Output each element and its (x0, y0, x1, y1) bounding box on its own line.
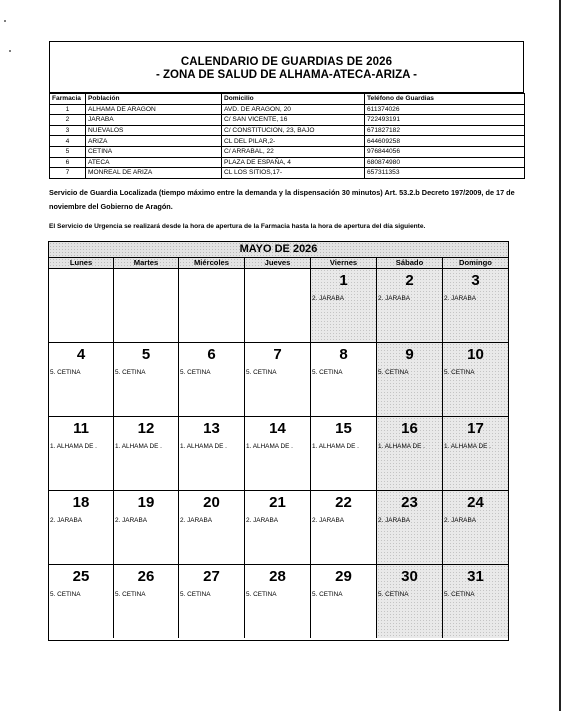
calendar-day-cell (179, 565, 245, 638)
weekday-label: Viernes (311, 258, 377, 268)
pharmacy-table (49, 93, 525, 179)
weekday-label: Sábado (377, 258, 443, 268)
day-number: 19 (137, 494, 155, 511)
calendar-day-cell (114, 417, 179, 490)
calendar-week-row (49, 417, 508, 491)
month-title: MAYO DE 2026 (49, 242, 508, 258)
calendar-day-cell (179, 491, 245, 564)
day-number: 15 (335, 420, 352, 437)
pharmacy-number: 3 (50, 125, 86, 136)
table-row (50, 115, 525, 126)
urgency-note: El Servicio de Urgencia se realizará desde la hora de apertura de la Farmacia hasta la hora de apertura del día siguiente. (49, 223, 426, 230)
address-cell: C/ ARRABAL, 22 (222, 146, 365, 157)
weekday-label: Martes (114, 258, 179, 268)
day-number: 31 (467, 568, 484, 585)
on-duty-pharmacy: 5. CETINA (180, 591, 211, 598)
on-duty-pharmacy: 2. JARABA (378, 517, 410, 524)
column-header: Teléfono de Guardias (365, 94, 525, 105)
phone-cell: 657311353 (365, 168, 525, 179)
day-number: 13 (203, 420, 220, 437)
day-number: 6 (207, 346, 216, 363)
phone-cell: 611374026 (365, 104, 525, 115)
day-number: 24 (467, 494, 484, 511)
day-number: 3 (471, 272, 480, 289)
document-title: CALENDARIO DE GUARDIAS DE 2026 (180, 56, 393, 68)
phone-cell: 644609258 (365, 136, 525, 147)
calendar-week-row (49, 491, 508, 565)
weekday-label: Jueves (245, 258, 311, 268)
on-duty-pharmacy: 5. CETINA (444, 369, 475, 376)
empty-day-cell (49, 269, 114, 342)
on-duty-pharmacy: 2. JARABA (50, 517, 82, 524)
calendar-day-cell (245, 565, 311, 638)
calendar-day-cell (443, 491, 508, 564)
document-subtitle: - ZONA DE SALUD DE ALHAMA-ATECA-ARIZA - (155, 69, 418, 81)
day-number: 5 (141, 346, 151, 363)
calendar-day-cell (443, 417, 508, 490)
weekday-label: Miércoles (179, 258, 245, 268)
calendar-day-cell (311, 491, 377, 564)
calendar-header (49, 41, 524, 93)
day-number: 23 (401, 494, 418, 511)
day-number: 20 (203, 494, 220, 511)
pharmacy-number: 7 (50, 168, 86, 179)
day-number: 2 (405, 272, 414, 289)
day-number: 10 (467, 346, 484, 363)
weekday-label: Domingo (443, 258, 508, 268)
calendar-weeks (49, 269, 508, 638)
pharmacy-number: 5 (50, 146, 86, 157)
table-row (50, 125, 525, 136)
day-number: 9 (405, 346, 414, 363)
phone-cell: 976844056 (365, 146, 525, 157)
calendar-day-cell (114, 343, 179, 416)
on-duty-pharmacy: 5. CETINA (50, 369, 81, 376)
on-duty-pharmacy: 5. CETINA (444, 591, 475, 598)
calendar-day-cell (49, 343, 114, 416)
town-cell: JARABA (86, 115, 222, 126)
on-duty-pharmacy: 1. ALHAMA DE . (50, 443, 97, 450)
on-duty-pharmacy: 5. CETINA (246, 591, 277, 598)
calendar-day-cell (179, 417, 245, 490)
pharmacy-number: 2 (50, 115, 86, 126)
day-number: 8 (339, 346, 348, 363)
on-duty-pharmacy: 2. JARABA (444, 517, 476, 524)
on-duty-pharmacy: 5. CETINA (50, 591, 81, 598)
day-number: 27 (203, 568, 220, 585)
table-row (50, 104, 525, 115)
day-number: 22 (335, 494, 352, 511)
calendar-day-cell (377, 269, 443, 342)
calendar-day-cell (245, 491, 311, 564)
column-header: Población (86, 94, 222, 105)
calendar-day-cell (443, 565, 508, 638)
scan-speck (9, 50, 11, 52)
address-cell: CL LOS SITIOS,17- (222, 168, 365, 179)
on-duty-pharmacy: 1. ALHAMA DE . (378, 443, 425, 450)
calendar-day-cell (49, 491, 114, 564)
on-duty-pharmacy: 1. ALHAMA DE . (115, 443, 162, 450)
calendar-day-cell (179, 343, 245, 416)
calendar-week-row (49, 565, 508, 638)
on-duty-pharmacy: 2. JARABA (312, 295, 344, 302)
calendar-day-cell (443, 343, 508, 416)
calendar-day-cell (311, 417, 377, 490)
address-cell: C/ SAN VICENTE, 16 (222, 115, 365, 126)
day-number: 11 (73, 420, 89, 437)
empty-day-cell (114, 269, 179, 342)
address-cell: PLAZA DE ESPAÑA, 4 (222, 157, 365, 168)
service-note: Servicio de Guardia Localizada (tiempo máximo entre la demanda y la dispensación 30 minutos) Art. 53.2.b Decreto 197/2009, de 17 de noviembre del Gobierno de Aragón. (49, 188, 515, 211)
phone-cell: 680874980 (365, 157, 525, 168)
phone-cell: 722493191 (365, 115, 525, 126)
calendar-day-cell (114, 565, 179, 638)
day-number: 30 (401, 568, 418, 585)
address-cell: AVD. DE ARAGON, 20 (222, 104, 365, 115)
weekday-header-row (49, 258, 508, 269)
pharmacy-number: 1 (50, 104, 86, 115)
on-duty-pharmacy: 5. CETINA (246, 369, 277, 376)
calendar-day-cell (377, 417, 443, 490)
phone-cell: 671827182 (365, 125, 525, 136)
calendar-day-cell (377, 491, 443, 564)
calendar-week-row (49, 343, 508, 417)
table-row (50, 136, 525, 147)
table-row (50, 168, 525, 179)
on-duty-pharmacy: 5. CETINA (115, 369, 146, 376)
calendar-week-row (49, 269, 508, 343)
table-row (50, 157, 525, 168)
column-header: Farmacia (50, 94, 86, 105)
on-duty-pharmacy: 5. CETINA (378, 591, 409, 598)
on-duty-pharmacy: 2. JARABA (246, 517, 278, 524)
scan-speck (4, 20, 6, 22)
town-cell: ATECA (86, 157, 222, 168)
calendar-day-cell (49, 417, 114, 490)
on-duty-pharmacy: 5. CETINA (180, 369, 211, 376)
calendar-day-cell (377, 565, 443, 638)
day-number: 21 (269, 494, 286, 511)
address-cell: CL DEL PILAR,2- (222, 136, 365, 147)
day-number: 14 (269, 420, 286, 437)
day-number: 12 (137, 420, 155, 437)
pharmacy-number: 6 (50, 157, 86, 168)
town-cell: NUEVALOS (86, 125, 222, 136)
month-calendar (48, 241, 509, 641)
town-cell: CETINA (86, 146, 222, 157)
town-cell: MONREAL DE ARIZA (86, 168, 222, 179)
on-duty-pharmacy: 5. CETINA (312, 591, 343, 598)
calendar-day-cell (443, 269, 508, 342)
table-header-row (50, 94, 525, 105)
town-cell: ALHAMA DE ARAGON (86, 104, 222, 115)
calendar-day-cell (311, 343, 377, 416)
on-duty-pharmacy: 1. ALHAMA DE . (444, 443, 491, 450)
day-number: 28 (269, 568, 286, 585)
on-duty-pharmacy: 5. CETINA (312, 369, 343, 376)
day-number: 17 (467, 420, 484, 437)
empty-day-cell (179, 269, 245, 342)
on-duty-pharmacy: 2. JARABA (312, 517, 344, 524)
calendar-day-cell (245, 417, 311, 490)
day-number: 16 (401, 420, 418, 437)
day-number: 1 (339, 272, 348, 289)
calendar-day-cell (245, 343, 311, 416)
calendar-day-cell (49, 565, 114, 638)
on-duty-pharmacy: 2. JARABA (180, 517, 212, 524)
on-duty-pharmacy: 2. JARABA (444, 295, 476, 302)
day-number: 7 (273, 346, 282, 363)
weekday-label: Lunes (49, 258, 114, 268)
empty-day-cell (245, 269, 311, 342)
on-duty-pharmacy: 2. JARABA (378, 295, 410, 302)
day-number: 25 (72, 568, 90, 585)
on-duty-pharmacy: 1. ALHAMA DE . (312, 443, 359, 450)
pharmacy-number: 4 (50, 136, 86, 147)
calendar-day-cell (311, 269, 377, 342)
calendar-day-cell (311, 565, 377, 638)
column-header: Domicilio (222, 94, 365, 105)
on-duty-pharmacy: 2. JARABA (115, 517, 147, 524)
calendar-day-cell (114, 491, 179, 564)
on-duty-pharmacy: 1. ALHAMA DE . (246, 443, 293, 450)
calendar-day-cell (377, 343, 443, 416)
day-number: 4 (76, 346, 86, 363)
table-row (50, 146, 525, 157)
day-number: 26 (137, 568, 155, 585)
on-duty-pharmacy: 5. CETINA (378, 369, 409, 376)
town-cell: ARIZA (86, 136, 222, 147)
on-duty-pharmacy: 5. CETINA (115, 591, 146, 598)
on-duty-pharmacy: 1. ALHAMA DE . (180, 443, 227, 450)
day-number: 18 (72, 494, 90, 511)
day-number: 29 (335, 568, 352, 585)
address-cell: C/ CONSTITUCION, 23, BAJO (222, 125, 365, 136)
